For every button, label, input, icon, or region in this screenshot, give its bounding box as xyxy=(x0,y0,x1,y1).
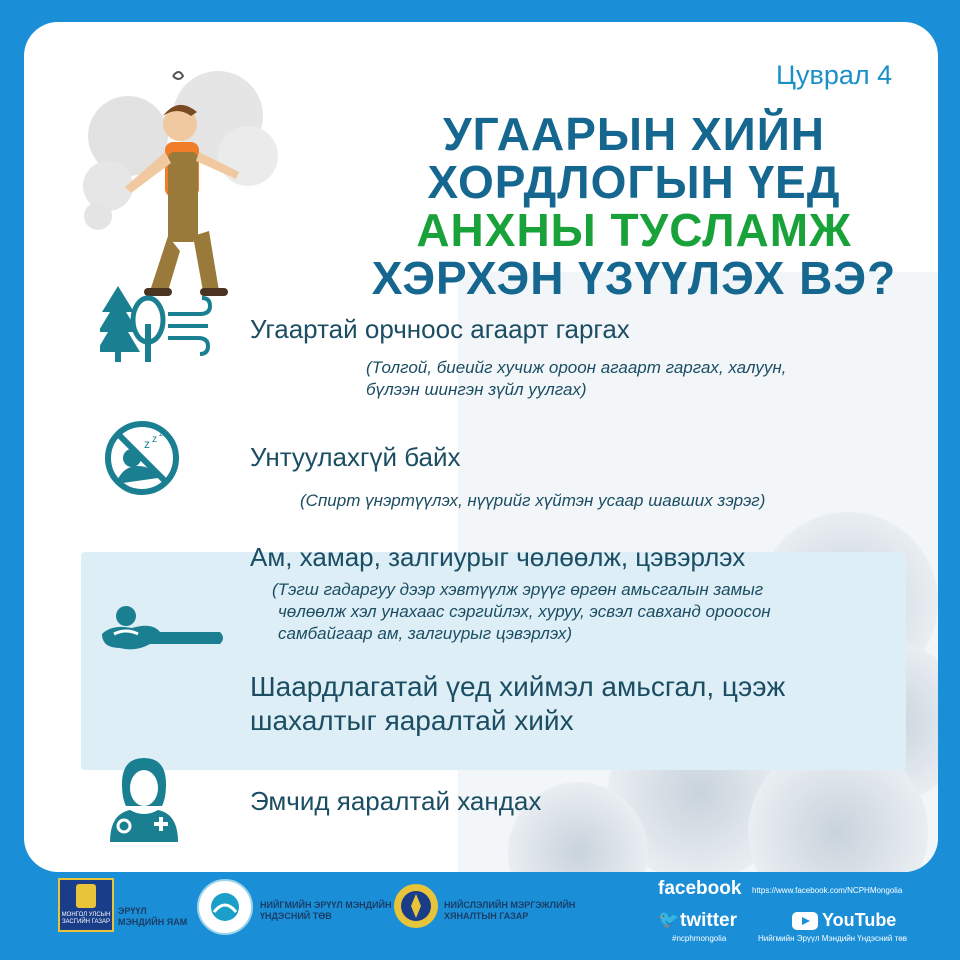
item-1-note-line-1: (Толгой, биеийг хучиж ороон агаарт гаргах, халуун, xyxy=(366,358,787,377)
twitter-link[interactable]: twitter xyxy=(680,910,737,931)
item-3-title: Ам, хамар, залгиурыг чөлөөлж, цэвэрлэх xyxy=(250,542,746,572)
dizzy-man-illustration xyxy=(68,56,298,306)
svg-text:z: z xyxy=(144,437,150,451)
government-emblem-icon xyxy=(58,878,114,932)
svg-text:z: z xyxy=(159,429,163,438)
inspection-name xyxy=(444,900,575,922)
series-label: Цуврал 4 xyxy=(776,60,893,90)
government-label-line-1: МОНГОЛ УЛСЫН xyxy=(61,912,111,918)
item-3-extra-line-1: Шаардлагатай үед хиймэл амьсгал, цээж xyxy=(250,671,786,702)
item-3-note-line-2: чөлөөлж хэл унахаас сэргийлэх, хуруу, эсвэл савханд ороосон xyxy=(278,602,771,621)
title-line-1: УГААРЫН ХИЙН xyxy=(443,108,825,160)
item-3-extra-line-2: шахалтыг яаралтай хийх xyxy=(250,705,574,736)
ncph-logo-icon xyxy=(196,878,254,936)
ministry-name xyxy=(118,906,187,928)
youtube-link[interactable]: YouTube xyxy=(822,910,897,930)
recovery-position-icon xyxy=(96,600,226,656)
svg-text:z: z xyxy=(152,434,157,445)
item-1-note xyxy=(366,357,786,401)
government-label-line-2: ЗАСГИЙН ГАЗАР xyxy=(61,919,111,925)
twitter-icon: 🐦 xyxy=(658,910,680,929)
government-label xyxy=(60,912,112,926)
title-line-4: ХЭРХЭН ҮЗҮҮЛЭХ ВЭ? xyxy=(371,252,897,304)
item-1-title: Угаартай орчноос агаарт гаргах xyxy=(250,314,630,344)
ncph-name xyxy=(260,900,391,922)
item-4-title: Эмчид яаралтай хандах xyxy=(250,786,542,816)
item-1-note-line-2: бүлээн шингэн зүйл уулгах) xyxy=(366,380,587,399)
doctor-icon xyxy=(104,754,184,844)
item-3-note xyxy=(272,579,771,645)
item-2-note-line-1: (Спирт үнэртүүлэх, нүүрийг хүйтэн усаар шавших зэрэг) xyxy=(300,491,766,510)
twitter-handle: #ncphmongolia xyxy=(672,934,727,943)
facebook-url[interactable]: https://www.facebook.com/NCPHMongolia xyxy=(752,886,903,895)
item-2-title: Унтуулахгүй байх xyxy=(250,442,461,472)
footer-bar xyxy=(0,872,960,960)
item-3-note-line-3: самбайгаар ам, залгиурыг цэвэрлэх) xyxy=(278,624,572,643)
ncph-name-line-2: ҮНДЭСНИЙ ТӨВ xyxy=(260,911,332,921)
item-2-note xyxy=(300,490,765,512)
page-title xyxy=(324,110,938,302)
youtube-caption: Нийгмийн Эрүүл Мэндийн Үндэсний төв xyxy=(758,934,907,943)
item-3-note-line-1: (Тэгш гадаргуу дээр хэвтүүлж эрүүг өргөн амьсгалын замыг xyxy=(272,580,764,599)
inspection-name-line-1: НИЙСЛЭЛИЙН МЭРГЭЖЛИЙН xyxy=(444,900,576,910)
inspection-emblem-icon xyxy=(392,876,440,936)
title-line-2: ХОРДЛОГЫН ҮЕД xyxy=(427,156,841,208)
no-sleep-icon xyxy=(102,418,182,498)
ncph-name-line-1: НИЙГМИЙН ЭРҮҮЛ МЭНДИЙН xyxy=(260,900,392,910)
tree-wind-icon xyxy=(100,284,220,364)
item-3-extra xyxy=(250,670,785,738)
title-line-3: АНХНЫ ТУСЛАМЖ xyxy=(416,204,852,256)
youtube-icon xyxy=(792,912,818,930)
inspection-name-line-2: ХЯНАЛТЫН ГАЗАР xyxy=(444,911,529,921)
ministry-name-line-1: ЭРҮҮЛ xyxy=(118,906,147,916)
infographic-card xyxy=(24,22,938,872)
ministry-name-line-2: МЭНДИЙН ЯАМ xyxy=(118,917,188,927)
facebook-link[interactable]: facebook xyxy=(658,878,742,899)
